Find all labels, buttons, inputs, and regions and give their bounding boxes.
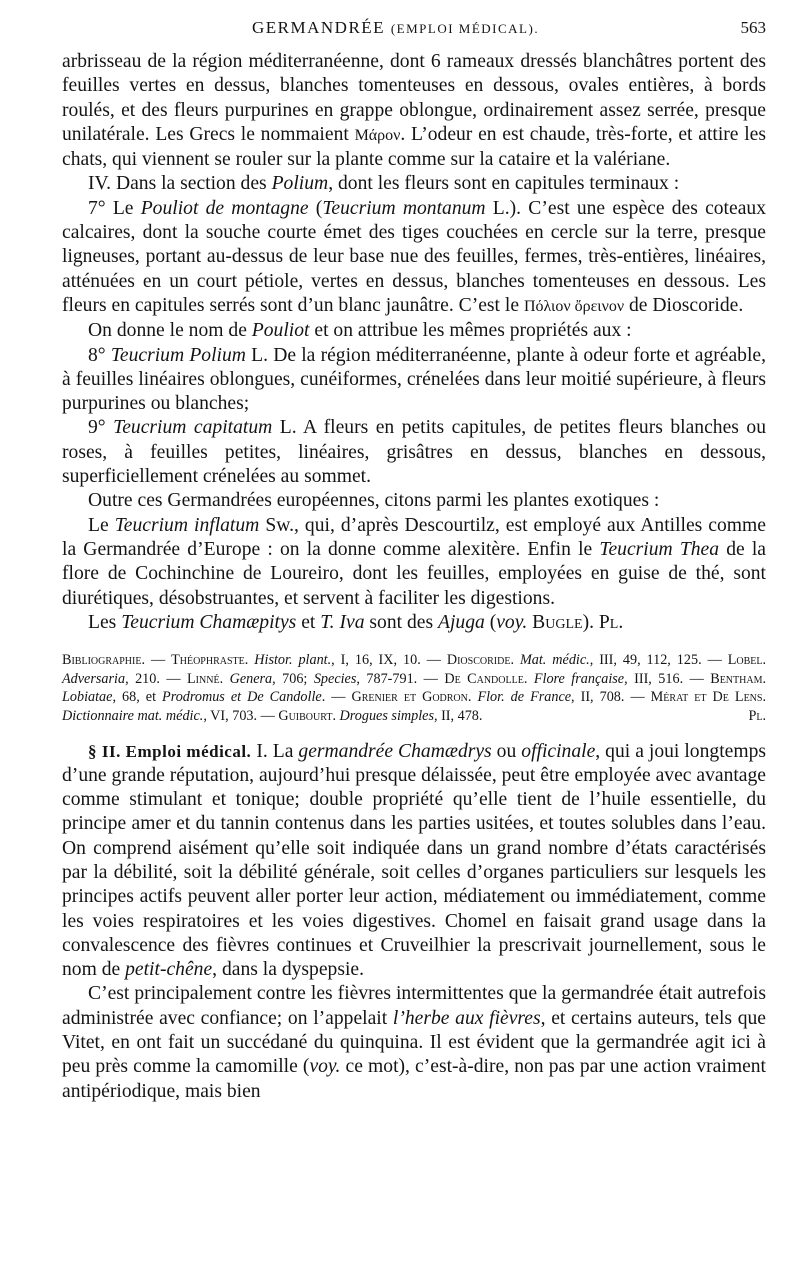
text-run: Outre ces Germandrées européennes, citons parmi les plantes exotiques : [88, 490, 660, 512]
text-run: de la flore de Cochinchine de Loureiro, dont les feuilles, employées en guise de thé, sont diurétiques, désobstruantes, et servent à faciliter les digestions. [62, 538, 766, 609]
text-run: Les [88, 611, 122, 633]
main-text [62, 50, 766, 635]
bibliography [62, 651, 766, 725]
small-caps-run: Dioscoride [446, 652, 511, 669]
text-run: . [467, 689, 478, 706]
small-caps-run: Grenier et Godron [351, 689, 468, 706]
italic-run: Teucrium capitatum [113, 417, 273, 439]
italic-run: l’herbe aux fièvres [392, 1007, 541, 1029]
text-run: . — [141, 652, 172, 669]
paragraph [62, 319, 766, 343]
text-run: L. A fleurs en petits capitules, de petites fleurs blanches ou roses, à feuilles petites, linéaires, grisâtres en dessus, blanches en dessous, superficiellement crénelées au sommet. [62, 417, 767, 488]
bibliography-signature: Pl. [748, 707, 766, 724]
italic-run: Pouliot [251, 320, 310, 342]
small-caps-run: Bentham [710, 670, 763, 687]
italic-run: germandrée Chamædrys [298, 740, 492, 762]
bibliography-text [62, 652, 766, 724]
text-run: ( [308, 197, 323, 219]
italic-run: officinale [521, 740, 596, 762]
italic-run: Prodromus et De Candolle [162, 689, 322, 706]
paragraph [62, 197, 766, 319]
text-run: ). [582, 611, 599, 633]
header-title-group [252, 18, 539, 38]
italic-run: Lobiatae [62, 689, 113, 706]
paragraph [62, 489, 766, 513]
text-run: . [219, 670, 230, 687]
text-run: arbrisseau de la région méditerranéenne, dont 6 rameaux dressés blanchâtres portent des feuilles vertes en dessus, blanches tomenteuses en dessous, ovales entières, à bords roulés, et des fleurs purpurines en grappe oblongue, ordinairement assez serrée, presque unilatérale. Les Grecs le nommaient [62, 51, 766, 145]
italic-run: Species [313, 670, 357, 687]
paragraph [62, 611, 766, 635]
text-run: . [762, 670, 767, 687]
text-run: , qui a joui longtemps d’une grande réputation, aujourd’hui presque délaissée, peut être employée avec avantage comme stimulant et tonique; double propriété qu’elle tient de l’huile essentielle, du principe amer et du tannin contenus dans les parties usitées, et toutes solubles dans l’eau. On comprend aisément qu’elle soit indiquée dans un grand nombre d’états caractérisés par la débilité, soit la débilité générale, soit celles d’organes particuliers sur lesquels les principes actifs peuvent aller porter leur action, médiatement ou immédiatement, comme les voies respiratoires et les voies digestives. Chomel en faisait grand usage dans la convalescence des fièvres continues et Cruveilhier la prescrivait journellement, sous le nom de [62, 740, 766, 981]
text-run: Sw., qui, d’après Descourtilz, est employé aux Antilles comme la Germandrée d’Europe : on la donne comme alexitère. Enfin le [62, 514, 766, 560]
text-run: ou [491, 740, 522, 762]
text-run: . [762, 652, 767, 669]
small-caps-run: Bibliographie [62, 652, 142, 669]
small-caps-run: Bugle [532, 611, 583, 633]
text-run: . [332, 707, 340, 724]
paragraph [62, 982, 766, 1103]
text-run: I. La [256, 740, 299, 762]
text-run: . [510, 652, 520, 669]
text-run: , I, 16, IX, 10. — [331, 652, 447, 669]
text-run: 7° Le [88, 197, 141, 219]
text-run: , II, 478. [433, 707, 483, 724]
text-run: et on attribue les mêmes propriétés aux : [309, 320, 632, 342]
text-run: , VI, 703. — [203, 707, 279, 724]
header-title: GERMANDRÉE [252, 18, 386, 37]
text-run: , II, 708. — [571, 689, 651, 706]
text-run: , et certains auteurs, tels que Vitet, en ont fait un succédané du quinquina. Il est évident que la germandrée agit ici à peu près comme la camomille ( [62, 1007, 767, 1078]
text-run: , 787-791. — [356, 670, 445, 687]
italic-run: Polium [271, 173, 329, 195]
running-header [62, 18, 766, 38]
italic-run: Ajuga [437, 611, 485, 633]
text-run: . L’odeur en est chaude, très-forte, et attire les chats, qui viennent se rouler sur la plante comme sur la cataire et la valériane. [62, 123, 766, 171]
small-caps-run: Mérat et De Lens [650, 689, 763, 706]
italic-run: Teucrium Chamæpitys [121, 611, 297, 633]
italic-run: Histor. plant. [254, 652, 332, 669]
small-caps-run: Linné [187, 670, 220, 687]
small-caps-run: Lobel [727, 652, 763, 669]
text-run: C’est principalement contre les fièvres intermittentes que la germandrée était autrefois administrée avec confiance; on l’appelait [62, 983, 766, 1029]
greek-run: Πόλιον ὄρεινον [523, 297, 625, 315]
paragraph [62, 416, 766, 489]
header-subtitle: (EMPLOI MÉDICAL). [390, 21, 540, 36]
italic-run: petit-chêne [125, 959, 213, 981]
text-run: , III, 516. — [624, 670, 711, 687]
text-run: 9° [88, 417, 114, 439]
italic-run: voy. [496, 611, 528, 633]
italic-run: Teucrium Polium [110, 344, 246, 366]
italic-run: Teucrium Thea [599, 538, 720, 560]
small-caps-run: De Candolle [444, 670, 524, 687]
paragraph [62, 344, 766, 417]
italic-run: Flore française [533, 670, 625, 687]
section-first-paragraph [62, 740, 766, 983]
text-run: . — [321, 689, 352, 706]
italic-run: Pouliot de montagne [140, 197, 309, 219]
section-heading: § II. Emploi médical. [88, 741, 252, 761]
text-run: . [523, 670, 534, 687]
small-caps-run: Guibourt [278, 707, 333, 724]
paragraph [62, 514, 766, 611]
text-run: ( [484, 611, 497, 633]
italic-run: Flor. de France [477, 689, 572, 706]
text-run: L.). C’est une espèce des coteaux calcaires, dont la souche courte émet des tiges couchées en cercle sur la terre, presque ligneuses, portant au-dessus de leur base nue des feuilles, fermes, très-entières, linéaires, atténuées en un court pétiole, vertes en dessus, blanches tomenteuses en dessous. Les fleurs en capitules serrés sont d’un blanc jaunâtre. C’est le [62, 197, 766, 316]
italic-run: Adversaria [62, 670, 126, 687]
text-run: On donne le nom de [88, 320, 252, 342]
text-run: sont des [364, 611, 438, 633]
small-caps-run: Théophraste [171, 652, 245, 669]
page-number: 563 [740, 18, 766, 37]
italic-run: Teucrium montanum [322, 197, 486, 219]
text-run: Le [88, 514, 115, 536]
paragraph-body [62, 741, 766, 981]
text-run: ce mot), c’est-à-dire, non pas par une action vraiment antipériodique, mais bien [62, 1056, 767, 1102]
text-run: de Dioscoride. [624, 294, 744, 316]
text-run: , 706; [272, 670, 314, 687]
paragraph [62, 50, 766, 172]
text-run: et [296, 611, 321, 633]
text-run: IV. Dans la section des [88, 173, 272, 195]
italic-run: Dictionnaire mat. médic. [62, 707, 204, 724]
text-run: , 210. — [125, 670, 187, 687]
text-run: L. De la région méditerranéenne, plante à odeur forte et agréable, à feuilles linéaires oblongues, cunéiformes, crénelées dans leur moitié supérieure, à fleurs purpurines ou blanches; [62, 344, 766, 415]
italic-run: T. Iva [320, 611, 365, 633]
text-run: , dont les fleurs sont en capitules terminaux : [328, 173, 680, 195]
text-run: , III, 49, 112, 125. — [589, 652, 728, 669]
text-run: , dans la dyspepsie. [212, 959, 364, 981]
italic-run: Teucrium inflatum [114, 514, 260, 536]
italic-run: Mat. médic. [519, 652, 590, 669]
greek-run: Μάρον [354, 126, 401, 144]
text-run: . [762, 689, 767, 706]
italic-run: voy. [309, 1056, 341, 1078]
text-run: , 68, et [112, 689, 163, 706]
section-emploi-medical [62, 740, 766, 1104]
italic-run: Genera [229, 670, 273, 687]
paragraph [62, 172, 766, 196]
small-caps-run: Pl. [598, 611, 624, 633]
italic-run: Drogues simples [339, 707, 434, 724]
text-run: 8° [88, 344, 111, 366]
text-run: . [244, 652, 255, 669]
